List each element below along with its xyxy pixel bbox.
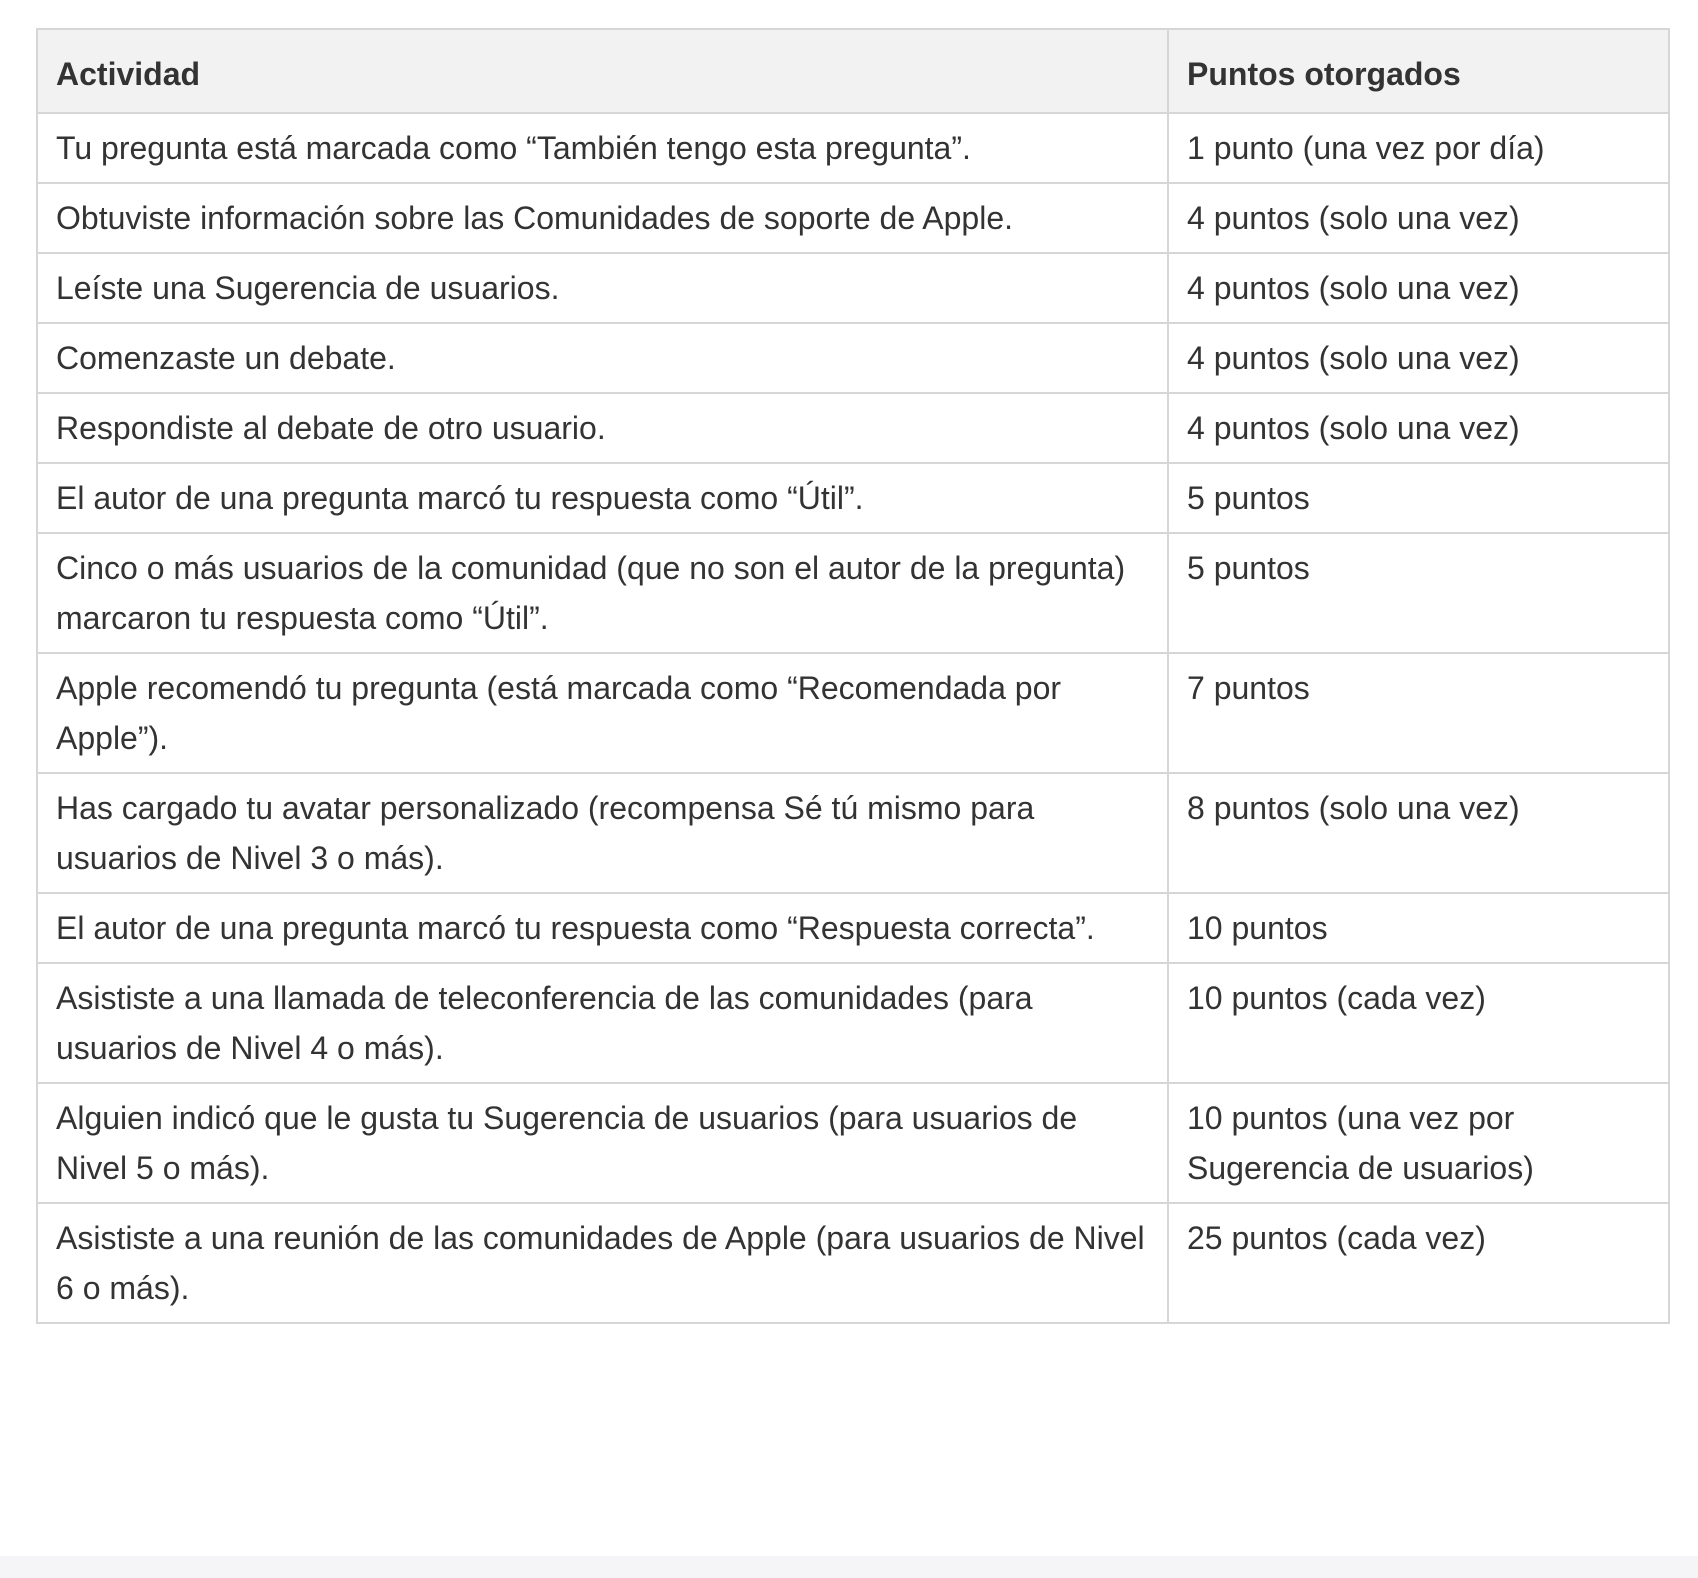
points-cell: 1 punto (una vez por día)	[1168, 113, 1669, 183]
table-body	[37, 113, 1669, 1323]
table-row	[37, 1083, 1669, 1203]
activity-cell: El autor de una pregunta marcó tu respuesta como “Respuesta correcta”.	[37, 893, 1168, 963]
table-row	[37, 393, 1669, 463]
points-cell: 7 puntos	[1168, 653, 1669, 773]
table-row	[37, 533, 1669, 653]
table-header	[37, 29, 1669, 113]
activity-cell: Asististe a una llamada de teleconferencia de las comunidades (para usuarios de Nivel 4 o más).	[37, 963, 1168, 1083]
points-cell: 8 puntos (solo una vez)	[1168, 773, 1669, 893]
table-row	[37, 653, 1669, 773]
activity-cell: Tu pregunta está marcada como “También tengo esta pregunta”.	[37, 113, 1168, 183]
table-row	[37, 323, 1669, 393]
points-cell: 4 puntos (solo una vez)	[1168, 393, 1669, 463]
table-row	[37, 893, 1669, 963]
points-cell: 4 puntos (solo una vez)	[1168, 323, 1669, 393]
table-row	[37, 463, 1669, 533]
activity-cell: Cinco o más usuarios de la comunidad (que no son el autor de la pregunta) marcaron tu respuesta como “Útil”.	[37, 533, 1168, 653]
activity-cell: Has cargado tu avatar personalizado (recompensa Sé tú mismo para usuarios de Nivel 3 o más).	[37, 773, 1168, 893]
points-cell: 25 puntos (cada vez)	[1168, 1203, 1669, 1323]
points-cell: 10 puntos	[1168, 893, 1669, 963]
table-row	[37, 963, 1669, 1083]
table-row	[37, 253, 1669, 323]
points-cell: 4 puntos (solo una vez)	[1168, 183, 1669, 253]
table-row	[37, 183, 1669, 253]
activity-cell: Alguien indicó que le gusta tu Sugerencia de usuarios (para usuarios de Nivel 5 o más).	[37, 1083, 1168, 1203]
activity-cell: El autor de una pregunta marcó tu respuesta como “Útil”.	[37, 463, 1168, 533]
header-points: Puntos otorgados	[1168, 29, 1669, 113]
points-cell: 4 puntos (solo una vez)	[1168, 253, 1669, 323]
points-cell: 5 puntos	[1168, 463, 1669, 533]
points-cell: 5 puntos	[1168, 533, 1669, 653]
points-cell: 10 puntos (cada vez)	[1168, 963, 1669, 1083]
points-table	[36, 28, 1670, 1324]
points-cell: 10 puntos (una vez por Sugerencia de usuarios)	[1168, 1083, 1669, 1203]
page-footer-strip	[0, 1556, 1698, 1578]
activity-cell: Comenzaste un debate.	[37, 323, 1168, 393]
table-row	[37, 1203, 1669, 1323]
activity-cell: Leíste una Sugerencia de usuarios.	[37, 253, 1168, 323]
activity-cell: Apple recomendó tu pregunta (está marcada como “Recomendada por Apple”).	[37, 653, 1168, 773]
header-row	[37, 29, 1669, 113]
activity-cell: Asististe a una reunión de las comunidades de Apple (para usuarios de Nivel 6 o más).	[37, 1203, 1168, 1323]
header-activity: Actividad	[37, 29, 1168, 113]
table-row	[37, 773, 1669, 893]
activity-cell: Obtuviste información sobre las Comunidades de soporte de Apple.	[37, 183, 1168, 253]
activity-cell: Respondiste al debate de otro usuario.	[37, 393, 1168, 463]
table-row	[37, 113, 1669, 183]
